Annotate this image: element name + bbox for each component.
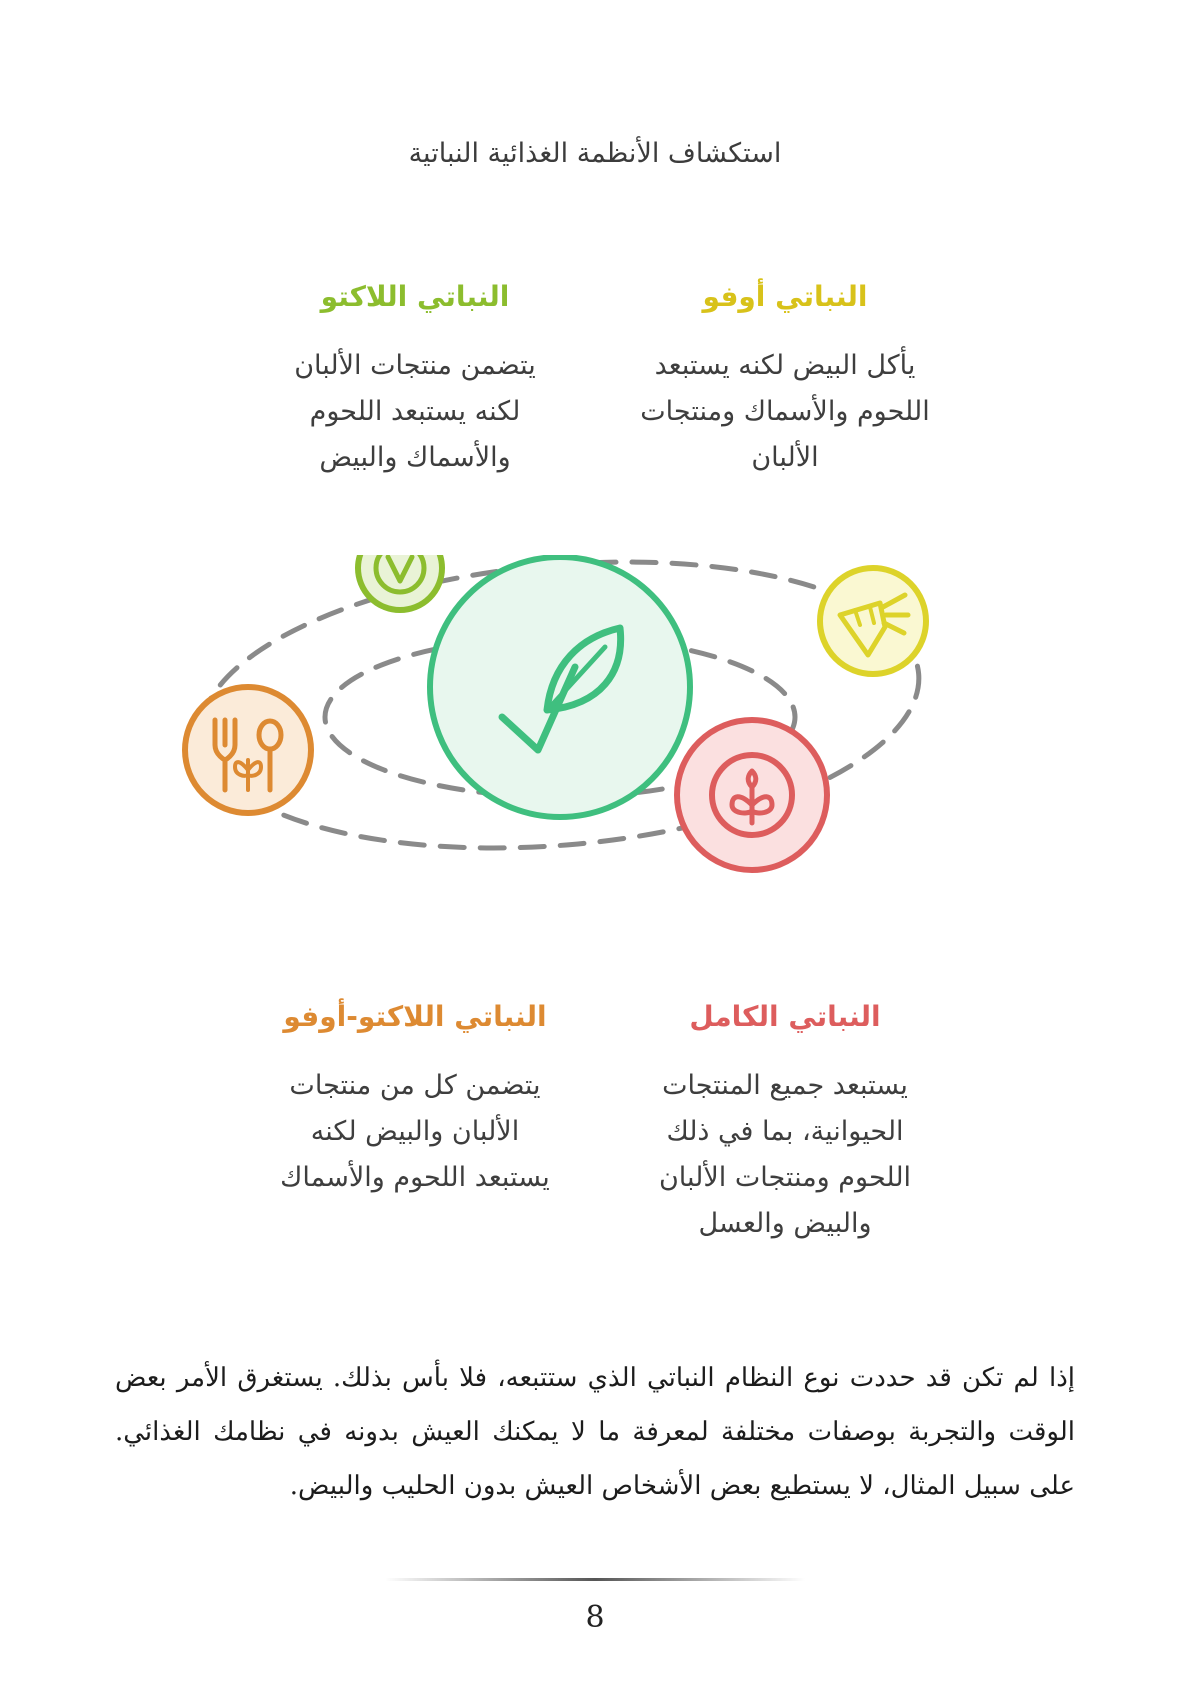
footer-divider xyxy=(385,1578,805,1581)
diet-ovo-description xyxy=(600,343,970,481)
diet-lacto-description xyxy=(250,343,580,481)
diet-vegan-description xyxy=(615,1063,955,1247)
diet-vegan-heading: النباتي الكامل xyxy=(689,1000,881,1033)
diet-lacto-line: والأسماك والبيض xyxy=(319,442,511,473)
diet-lacto-ovo-line: يستبعد اللحوم والأسماك xyxy=(280,1162,550,1193)
diet-vegan-line: الحيوانية، بما في ذلك xyxy=(666,1116,904,1147)
diet-vegan-line: والبيض والعسل xyxy=(698,1208,872,1239)
diet-orbit-diagram xyxy=(180,555,1010,935)
vegetarian-v-icon xyxy=(358,555,442,610)
page-title: استكشاف الأنظمة الغذائية النباتية xyxy=(408,138,782,169)
body-paragraph: إذا لم تكن قد حددت نوع النظام النباتي الذي ستتبعه، فلا بأس بذلك. يستغرق الأمر بعض الوقت والتجربة بوصفات مختلفة لمعرفة ما لا يمكنك العيش بدونه في نظامك الغذائي. على سبيل المثال، لا يستطيع بعض الأشخاص العيش بدون الحليب والبيض. xyxy=(115,1363,1075,1501)
diet-lacto-ovo-heading: النباتي اللاكتو-أوفو xyxy=(283,1000,547,1033)
diet-ovo-line: الألبان xyxy=(751,442,819,473)
diet-lacto-heading: النباتي اللاكتو xyxy=(320,280,510,313)
leaf-check-icon xyxy=(430,557,690,817)
diet-lacto-ovo-line: الألبان والبيض لكنه xyxy=(310,1116,520,1147)
diet-vegan-line: اللحوم ومنتجات الألبان xyxy=(658,1162,912,1193)
diet-vegan-line: يستبعد جميع المنتجات xyxy=(662,1070,908,1101)
fork-spoon-plant-icon xyxy=(185,687,311,813)
diet-lacto-ovo-block xyxy=(250,1000,580,1201)
diet-lacto-ovo-line: يتضمن كل من منتجات xyxy=(289,1070,541,1101)
diet-vegan-block xyxy=(615,1000,955,1247)
diet-ovo-block xyxy=(600,280,970,481)
diet-lacto-block xyxy=(250,280,580,481)
diet-lacto-line: لكنه يستبعد اللحوم xyxy=(309,396,521,427)
diet-ovo-line: يأكل البيض لكنه يستبعد xyxy=(654,350,916,381)
diet-ovo-heading: النباتي أوفو xyxy=(702,280,868,313)
diet-ovo-line: اللحوم والأسماك ومنتجات xyxy=(640,396,930,427)
page-number: 8 xyxy=(585,1600,605,1635)
diet-lacto-ovo-description xyxy=(250,1063,580,1201)
carrot-icon xyxy=(820,568,926,674)
plant-circle-icon xyxy=(677,720,827,870)
diet-lacto-line: يتضمن منتجات الألبان xyxy=(294,350,536,381)
